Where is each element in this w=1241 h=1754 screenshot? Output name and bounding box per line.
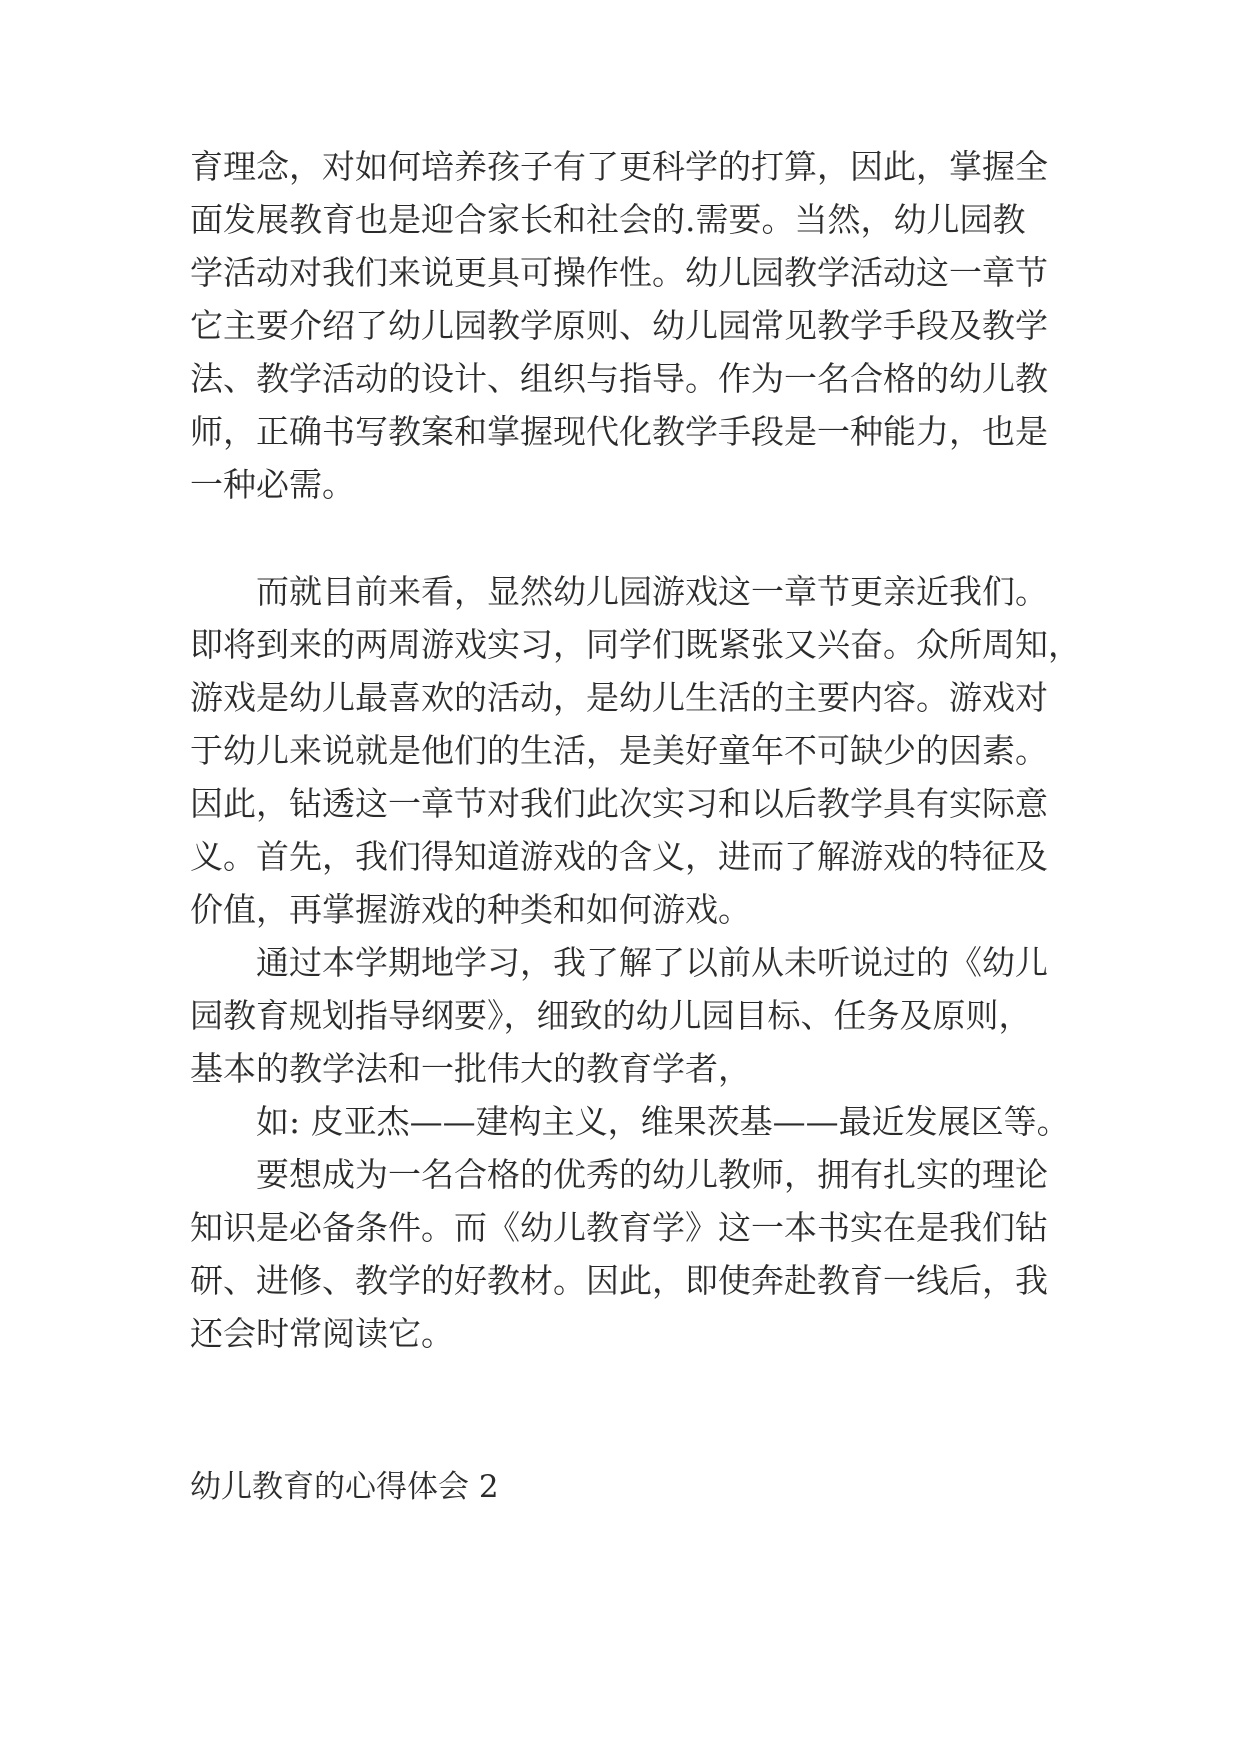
paragraph-1-line-3: 学活动对我们来说更具可操作性。幼儿园教学活动这一章节 — [190, 253, 1048, 292]
paragraph-3-line-2: 园教育规划指导纲要》，细致的幼儿园目标、任务及原则， — [190, 996, 1032, 1035]
paragraph-1-line-2: 面发展教育也是迎合家长和社会的.需要。当然，幼儿园教 — [190, 200, 1026, 239]
section-heading: 幼儿教育的心得体会 2 — [190, 1469, 499, 1505]
paragraph-5-line-2: 知识是必备条件。而《幼儿教育学》这一本书实在是我们钻 — [190, 1208, 1048, 1247]
paragraph-5-line-3: 研、进修、教学的好教材。因此，即使奔赴教育一线后，我 — [190, 1261, 1048, 1300]
paragraph-2-line-3: 游戏是幼儿最喜欢的活动，是幼儿生活的主要内容。游戏对 — [190, 678, 1048, 717]
paragraph-2-line-2: 即将到来的两周游戏实习，同学们既紧张又兴奋。众所周知， — [190, 625, 1081, 664]
paragraph-1-line-7: 一种必需。 — [190, 465, 355, 504]
paragraph-1-line-1: 育理念，对如何培养孩子有了更科学的打算，因此，掌握全 — [190, 147, 1048, 186]
paragraph-2-line-1: 而就目前来看，显然幼儿园游戏这一章节更亲近我们。 — [256, 572, 1048, 611]
paragraph-5-line-4: 还会时常阅读它。 — [190, 1314, 454, 1353]
paragraph-4-line-1: 如: 皮亚杰——建构主义，维果茨基——最近发展区等。 — [256, 1102, 1070, 1141]
paragraph-2-line-4: 于幼儿来说就是他们的生活，是美好童年不可缺少的因素。 — [190, 731, 1048, 770]
paragraph-5-line-1: 要想成为一名合格的优秀的幼儿教师，拥有扎实的理论 — [256, 1155, 1048, 1194]
paragraph-1-line-6: 师，正确书写教案和掌握现代化教学手段是一种能力，也是 — [190, 412, 1048, 451]
paragraph-2-line-7: 价值，再掌握游戏的种类和如何游戏。 — [190, 890, 751, 929]
paragraph-2-line-5: 因此，钻透这一章节对我们此次实习和以后教学具有实际意 — [190, 784, 1048, 823]
paragraph-1-line-4: 它主要介绍了幼儿园教学原则、幼儿园常见教学手段及教学 — [190, 306, 1048, 345]
paragraph-3-line-3: 基本的教学法和一批伟大的教育学者， — [190, 1049, 751, 1088]
paragraph-3-line-1: 通过本学期地学习，我了解了以前从未听说过的《幼儿 — [256, 943, 1048, 982]
paragraph-2-line-6: 义。首先，我们得知道游戏的含义，进而了解游戏的特征及 — [190, 837, 1048, 876]
paragraph-1-line-5: 法、教学活动的设计、组织与指导。作为一名合格的幼儿教 — [190, 359, 1048, 398]
